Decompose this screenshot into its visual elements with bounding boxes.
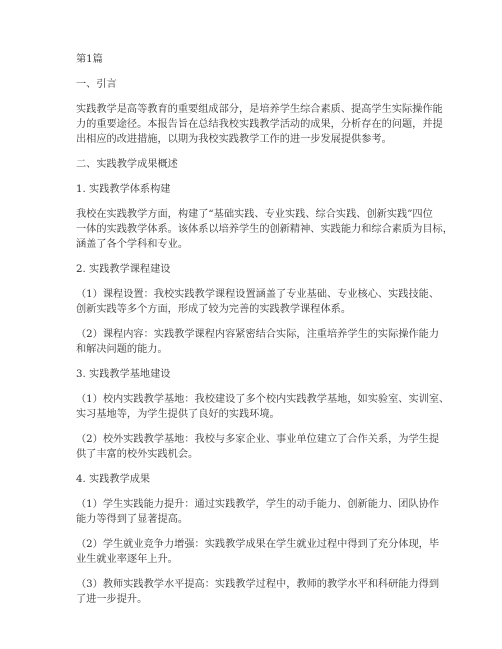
- text-line: 一体的实践教学体系。该体系以培养学生的创新精神、实践能力和综合素质为目标，: [76, 224, 453, 235]
- text-line: 实习基地等，为学生提供了良好的实践环境。: [76, 409, 280, 420]
- text-line: 1. 实践教学体系构建: [76, 184, 171, 195]
- text-line: 力的重要途径。本报告旨在总结我校实践教学活动的成果，分析存在的问题，并提: [76, 119, 443, 130]
- paragraph-external-bases: [76, 432, 440, 462]
- text-line: （1）学生实践能力提升：通过实践教学，学生的动手能力、创新能力、团队协作: [76, 499, 440, 510]
- text-line: （1）校内实践教学基地：我校建设了多个校内实践教学基地，如实验室、实训室、: [76, 394, 450, 405]
- subheading-courses: [76, 262, 436, 277]
- text-line: 第1篇: [76, 54, 103, 65]
- text-line: （3）教师实践教学水平提高：实践教学过程中，教师的教学水平和科研能力得到: [76, 579, 440, 590]
- text-line: （2）课程内容：实践教学课程内容紧密结合实际，注重培养学生的实际操作能力: [76, 329, 440, 340]
- text-line: （1）课程设置：我校实践教学课程设置涵盖了专业基础、专业核心、实践技能、: [76, 289, 440, 300]
- heading-overview: [76, 157, 436, 172]
- section-label: [76, 52, 436, 67]
- document-page: [76, 52, 453, 607]
- text-line: 3. 实践教学基地建设: [76, 369, 171, 380]
- paragraph-course-content: [76, 327, 440, 357]
- text-line: 二、实践教学成果概述: [76, 159, 178, 170]
- text-line: 4. 实践教学成果: [76, 474, 151, 485]
- paragraph-student-ability: [76, 497, 440, 527]
- paragraph-introduction: [76, 102, 443, 147]
- subheading-results: [76, 472, 436, 487]
- paragraph-teacher-level: [76, 577, 440, 607]
- text-line: （2）校外实践教学基地：我校与多家企业、事业单位建立了合作关系，为学生提: [76, 434, 440, 445]
- text-line: 能力等得到了显著提高。: [76, 514, 189, 525]
- paragraph-course-setting: [76, 287, 440, 317]
- text-line: 涵盖了各个学科和专业。: [76, 239, 189, 250]
- text-line: 实践教学是高等教育的重要组成部分，是培养学生综合素质、提高学生实际操作能: [76, 104, 443, 115]
- text-line: 业生就业率逐年上升。: [76, 554, 178, 565]
- text-line: 了进一步提升。: [76, 594, 148, 605]
- text-line: 创新实践等多个方面，形成了较为完善的实践教学课程体系。: [76, 304, 352, 315]
- text-line: 一、引言: [76, 79, 117, 90]
- paragraph-internal-bases: [76, 392, 450, 422]
- text-line: 供了丰富的校外实践机会。: [76, 449, 199, 460]
- text-line: 和解决问题的能力。: [76, 344, 168, 355]
- text-line: 我校在实践教学方面，构建了“基础实践、专业实践、综合实践、创新实践”四位: [76, 209, 433, 220]
- paragraph-system: [76, 207, 453, 252]
- subheading-system: [76, 182, 436, 197]
- text-line: 2. 实践教学课程建设: [76, 264, 171, 275]
- subheading-bases: [76, 367, 436, 382]
- heading-introduction: [76, 77, 436, 92]
- text-line: 出相应的改进措施，以期为我校实践教学工作的进一步发展提供参考。: [76, 134, 392, 145]
- text-line: （2）学生就业竞争力增强：实践教学成果在学生就业过程中得到了充分体现，毕: [76, 539, 440, 550]
- paragraph-employment: [76, 537, 440, 567]
